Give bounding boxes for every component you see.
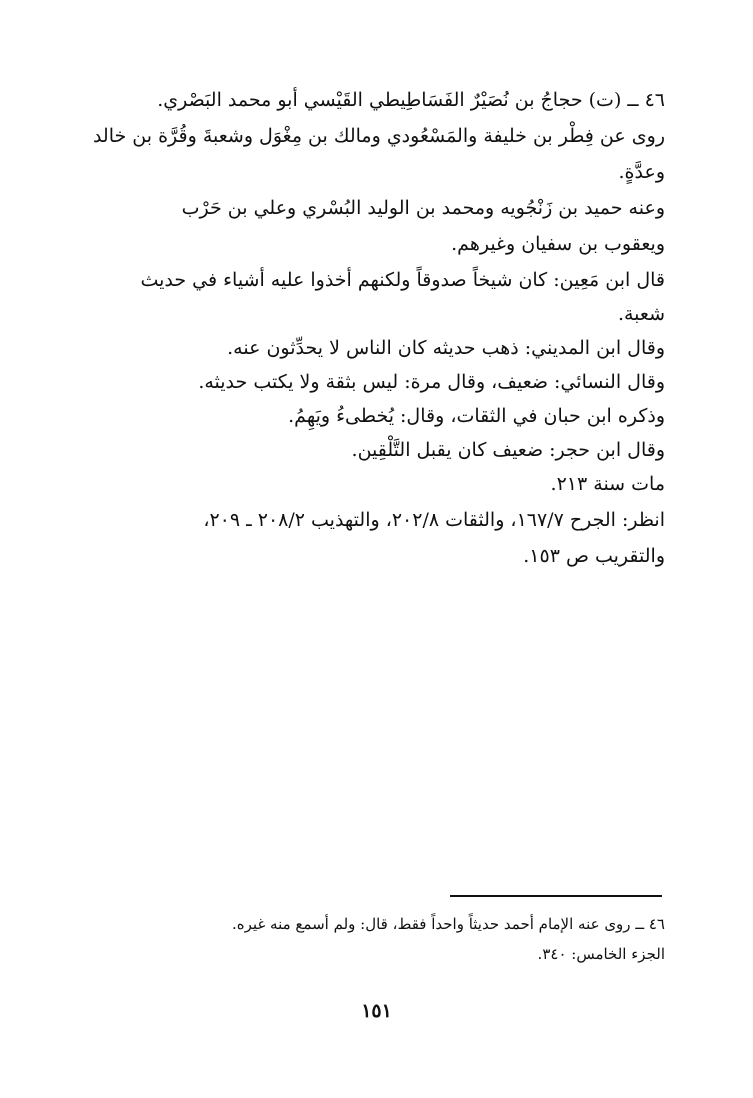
- entry-line: وعنه حميد بن زَنْجُويه ومحمد بن الوليد البُسْري وعلي بن حَرْب: [181, 197, 665, 219]
- footnote-line: ٤٦ ــ روى عنه الإمام أحمد حديثاً واحداً فقط، قال: ولم أسمع منه غيره.: [232, 915, 665, 933]
- entry-line: وقال النسائي: ضعيف، وقال مرة: ليس بثقة ولا يكتب حديثه.: [198, 371, 665, 393]
- entry-line: وقال ابن المديني: ذهب حديثه كان الناس لا يحدِّثون عنه.: [227, 337, 665, 359]
- entry-line: وعدَّةٍ.: [618, 161, 665, 183]
- footnote-line: الجزء الخامس: ٣٤٠.: [537, 945, 665, 963]
- footnote-separator: [450, 895, 662, 897]
- entry-heading: ٤٦ ــ (ت) حجاجُ بن نُصَيْرٌ الفَسَاطِيطي القَيْسي أبو محمد البَصْري.: [157, 89, 665, 111]
- entry-line: انظر: الجرح ١٦٧/٧، والثقات ٢٠٢/٨، والتهذيب ٢٠٨/٢ ـ ٢٠٩،: [203, 509, 665, 531]
- entry-line: مات سنة ٢١٣.: [550, 473, 665, 495]
- entry-line: وذكره ابن حبان في الثقات، وقال: يُخطىءُ ويَهِمُ.: [288, 405, 665, 427]
- entry-line: قال ابن مَعِين: كان شيخاً صدوقاً ولكنهم أخذوا عليه أشياء في حديث: [140, 269, 665, 291]
- entry-line: شعبة.: [617, 303, 665, 325]
- page-number: ١٥١: [361, 1000, 392, 1022]
- biography-entry: [60, 86, 665, 606]
- entry-line: ويعقوب بن سفيان وغيرهم.: [451, 233, 665, 255]
- entry-line: روى عن فِطْر بن خليفة والمَسْعُودي ومالك بن مِغْوَل وشعبةَ وقُرَّة بن خالد: [92, 125, 665, 147]
- entry-line: وقال ابن حجر: ضعيف كان يقبل التَّلْقِين.: [351, 439, 665, 461]
- footnote: [80, 912, 665, 972]
- entry-line: والتقريب ص ١٥٣.: [523, 545, 665, 567]
